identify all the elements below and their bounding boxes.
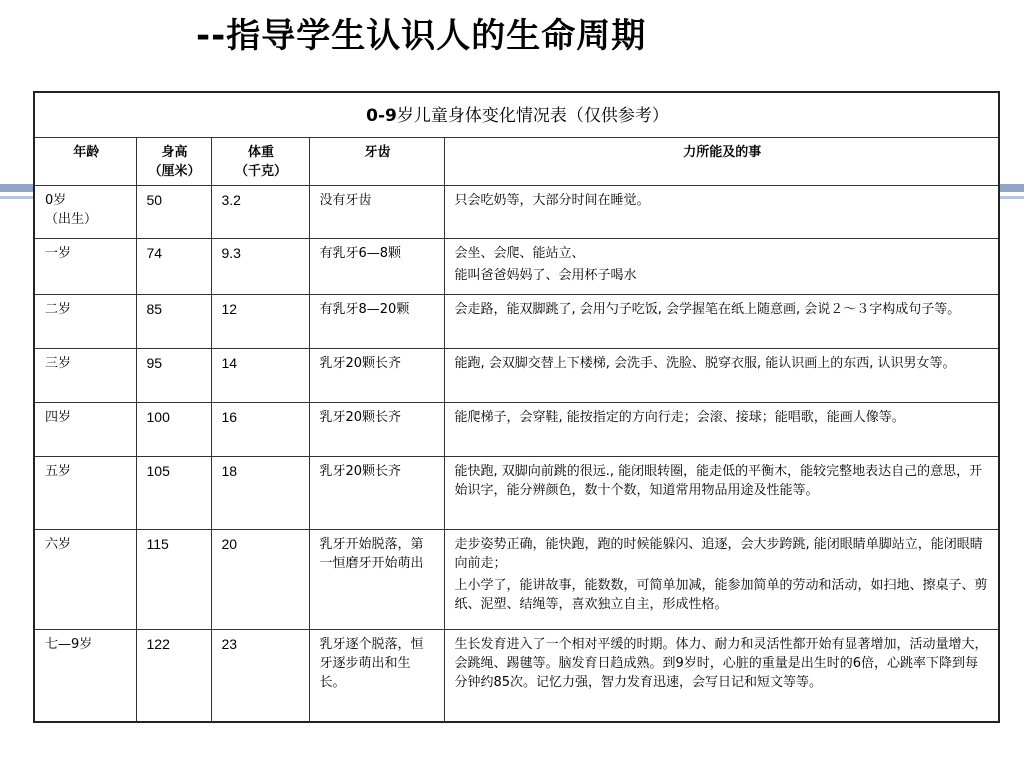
teeth-cell: 有乳牙6—8颗 [309,238,444,294]
weight-cell: 23 [211,630,309,722]
header-abilities: 力所能及的事 [444,138,999,186]
header-row [34,138,999,186]
abilities-text-2: 能叫爸爸妈妈了、会用杯子喝水 [454,267,637,283]
weight-cell: 3.2 [211,186,309,238]
table-row [34,457,999,529]
height-cell: 95 [136,348,211,402]
height-cell: 122 [136,630,211,722]
caption-rest: 岁儿童身体变化情况表（仅供参考） [396,105,669,126]
table-row [34,348,999,402]
growth-table [33,91,1000,723]
teeth-cell: 乳牙20颗长齐 [309,348,444,402]
age-cell: 五岁 [34,457,136,529]
abilities-cell [444,348,999,402]
teeth-cell: 有乳牙8—20颗 [309,294,444,348]
table-caption [34,92,999,138]
table-row [34,403,999,457]
teeth-cell: 乳牙开始脱落，第一恒磨牙开始萌出 [309,529,444,629]
abilities-cell [444,529,999,629]
table-caption-row [34,92,999,138]
header-height-line1: 身高 [161,145,188,161]
header-weight [211,138,309,186]
height-cell: 100 [136,403,211,457]
height-cell: 50 [136,186,211,238]
page-title: --指导学生认识人的生命周期 [196,16,647,56]
header-weight-line2: （千克） [234,164,287,180]
table-row [34,238,999,294]
abilities-cell [444,186,999,238]
table-row [34,186,999,238]
abilities-text: 能跑, 会双脚交替上下楼梯, 会洗手、洗脸、脱穿衣服, 能认识画上的东西, 认识男女等。 [454,355,956,371]
age-line1: 0岁 [45,193,67,209]
height-cell: 85 [136,294,211,348]
teeth-cell: 乳牙20颗长齐 [309,403,444,457]
header-teeth: 牙齿 [309,138,444,186]
abilities-text: 能爬梯子，会穿鞋, 能按指定的方向行走；会滚、接球；能唱歌，能画人像等。 [454,410,905,426]
age-cell: 三岁 [34,348,136,402]
header-age: 年龄 [34,138,136,186]
age-line2: （出生） [45,212,98,228]
height-cell: 115 [136,529,211,629]
teeth-cell: 乳牙20颗长齐 [309,457,444,529]
header-height-line2: （厘米） [148,164,201,180]
age-cell: 二岁 [34,294,136,348]
abilities-text-2: 上小学了，能讲故事，能数数，可简单加减，能参加简单的劳动和活动，如扫地、擦桌子、剪纸、泥塑、结绳等，喜欢独立自主，形成性格。 [454,577,988,612]
table-container [33,91,998,723]
age-cell [34,238,136,294]
weight-cell: 18 [211,457,309,529]
abilities-cell [444,630,999,722]
weight-cell: 9.3 [211,238,309,294]
age-cell: 六岁 [34,529,136,629]
weight-cell: 12 [211,294,309,348]
age-cell [34,186,136,238]
teeth-cell: 乳牙逐个脱落，恒牙逐步萌出和生长。 [309,630,444,722]
abilities-text: 只会吃奶等，大部分时间在睡觉。 [454,193,650,209]
weight-cell: 16 [211,403,309,457]
abilities-text: 生长发育进入了一个相对平缓的时期。体力、耐力和灵活性都开始有显著增加，活动量增大，会跳绳、踢毽等。脑发育日趋成熟。到9岁时，心脏的重量是出生时的6倍，心跳率下降到每分钟约85次。记忆力强，智力发育迅速，会写日记和短文等等。 [454,637,988,691]
abilities-cell [444,457,999,529]
height-cell: 105 [136,457,211,529]
abilities-cell [444,403,999,457]
abilities-cell [444,238,999,294]
height-cell: 74 [136,238,211,294]
abilities-text: 走步姿势正确，能快跑，跑的时候能躲闪、追逐，会大步跨跳, 能闭眼睛单脚站立，能闭眼睛向前走； [454,536,983,571]
weight-cell: 20 [211,529,309,629]
header-weight-line1: 体重 [247,145,274,161]
table-row [34,630,999,722]
header-height [136,138,211,186]
teeth-cell: 没有牙齿 [309,186,444,238]
table-row [34,294,999,348]
caption-bold: 0-9 [366,105,397,126]
table-row [34,529,999,629]
age-line1: 一岁 [45,245,72,261]
age-cell: 七—9岁 [34,630,136,722]
abilities-text: 能快跑, 双脚向前跳的很远., 能闭眼转圈，能走低的平衡木，能较完整地表达自己的意思，开始识字，能分辨颜色，数十个数，知道常用物品用途及性能等。 [454,464,983,499]
abilities-text: 会走路，能双脚跳了, 会用勺子吃饭, 会学握笔在纸上随意画, 会说２～３字构成句子等。 [454,301,961,317]
abilities-text: 会坐、会爬、能站立、 [454,245,585,261]
age-cell: 四岁 [34,403,136,457]
weight-cell: 14 [211,348,309,402]
abilities-cell [444,294,999,348]
